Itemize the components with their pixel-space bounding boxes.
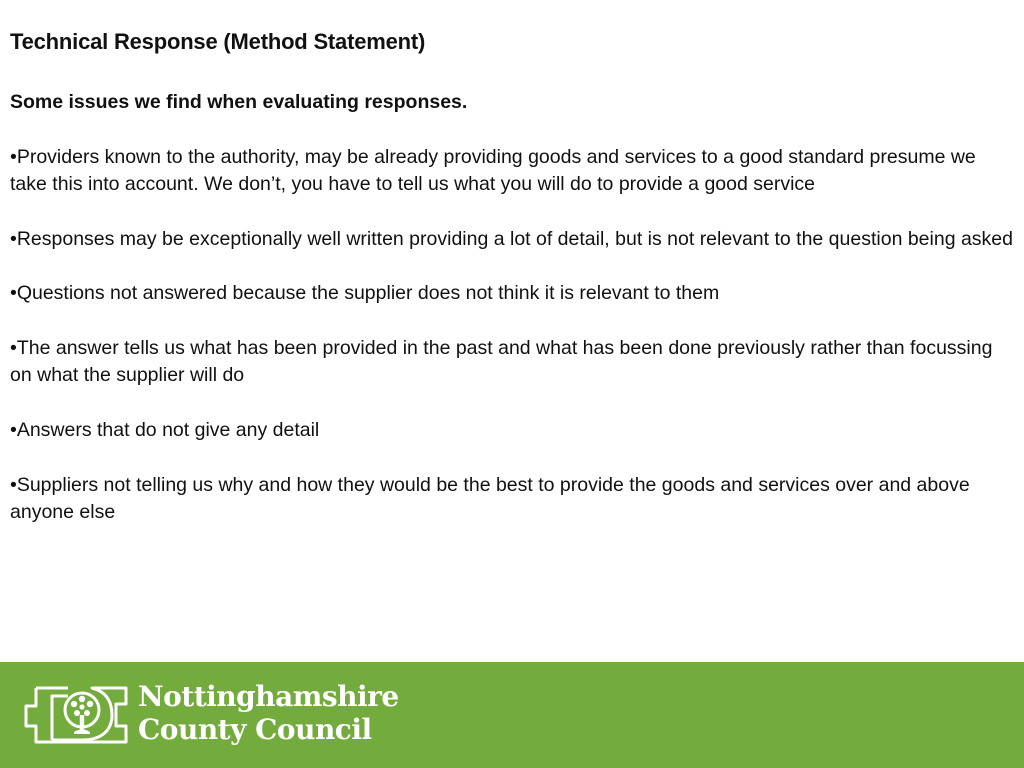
council-logo-text [138,680,399,746]
logo-line-1: Nottinghamshire [138,680,399,713]
bullet-item: •Suppliers not telling us why and how they would be the best to provide the goods and services over and above anyone else [10,473,970,523]
slide-subtitle: Some issues we find when evaluating responses. [10,91,468,113]
bullet-item: •Questions not answered because the supplier does not think it is relevant to them [10,282,720,305]
bullet-item: •Providers known to the authority, may be already providing goods and services to a good standard presume we take this into account. We don’t, you have to tell us what you will do to provide a good service [10,146,976,196]
oak-tree-emblem-icon [22,682,130,748]
footer-banner [0,662,1024,768]
bullet-item: •The answer tells us what has been provided in the past and what has been done previously rather than focussing on what the supplier will do [10,337,993,387]
logo-line-2: County Council [138,713,372,746]
bullet-item: •Responses may be exceptionally well written providing a lot of detail, but is not relevant to the question being asked [10,227,1013,250]
slide-title: Technical Response (Method Statement) [10,29,426,54]
bullet-item: •Answers that do not give any detail [10,418,320,441]
bullet-list [10,144,1014,553]
